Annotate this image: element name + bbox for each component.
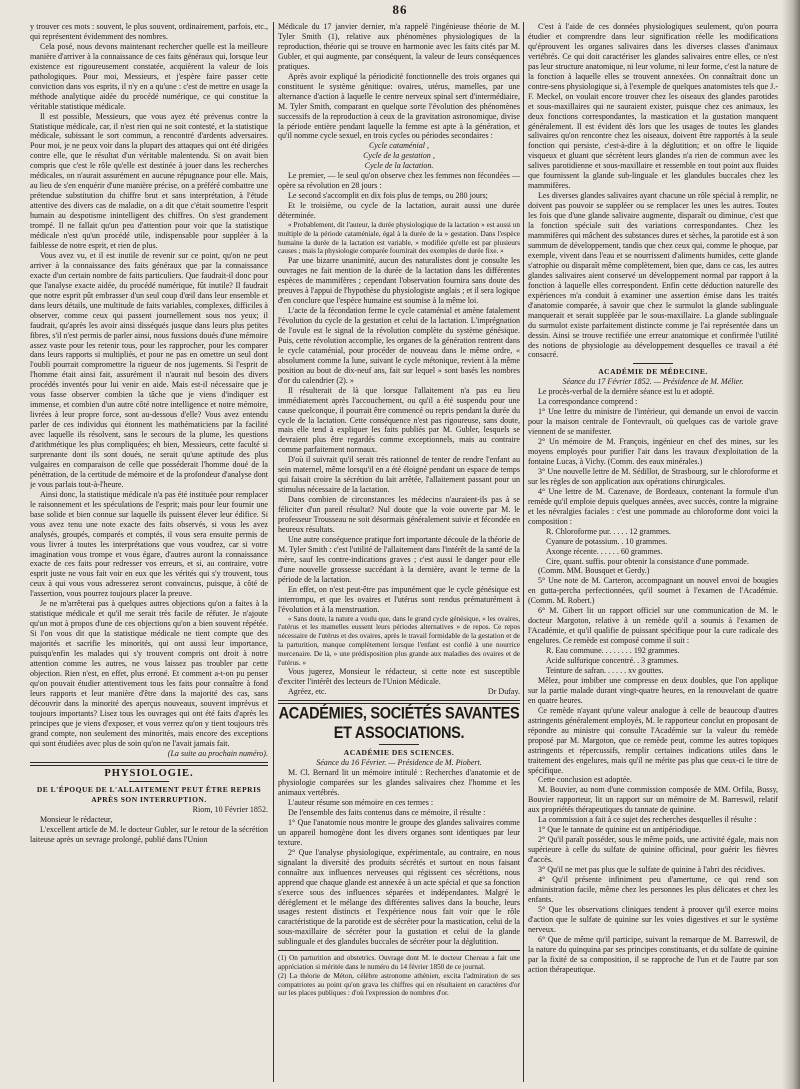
section-title-academies: ACADÉMIES, SOCIÉTÉS SAVANTES ET ASSOCIATIONS. [278,704,520,743]
recipe-line: Cyanure de potassium. . 10 grammes. [546,536,668,546]
recipe-line: Axonge récente. . . . . . 60 grammes. [546,546,663,556]
paragraph: Après avoir expliqué la périodicité fonctionnelle des trois organes qui constituent le système génitique: ovaires, utérus, mamelles, par une alternance d'action à laquelle le centre nerveux spinal sert d'intermédiaire, M. Tyler Smith, comparant en quelque sorte l'évolution des phénomènes successifs de la reproduction à ceux de la gravitation astronomique, divise la période entière pendant laquelle la femme est apte à la génération, et qu'il nomme cycle sexuel, en trois cycles ou périodes secondaires : [278,71,520,141]
recipe-line: Acide sulfurique concentré. . 3 grammes. [546,656,679,666]
paragraph: (Comm. MM. Bousquet et Gerdy.) [538,566,650,576]
paragraph: D'où il suivrait qu'il serait très rationnel de tenter de rendre l'enfant au sein maternel, même lorsqu'il en a été éloigné pendant un espace de temps qui faisait croire la sécrétion du lait arrêtée, l'allaitement passant pour un stimulus nécessaire de la lactation. [278,455,520,495]
paragraph: 1° Une lettre du ministre de l'intérieur, qui demande un envoi de vaccin pour la maison centrale de Fontevrault, où quelques cas de variole grave viennent de se manifester. [528,407,778,437]
paragraph: Il résulterait de là que lorsque l'allaitement n'a pas eu lieu immédiatement après l'accouchement, ou qu'il a été suspendu pour une cause quelconque, il pourrait être commencé ou repris pendant la durée du cycle de la lactation. Cette conséquence n'est pas rigoureuse, sans doute, mais elle tend à expliquer les faits publiés par M. Gubler, lesquels se devraient plus être regardés comme exceptionnels, mais au contraire comme parfaitement normaux. [278,385,520,455]
academy-name: ACADÉMIE DE MÉDECINE. [598,367,708,377]
paragraph: 2° Qu'il paraît posséder, sous le même poids, une activité égale, mais non supérieure à celle du sulfate de quinine officinal, pour guérir les fièvres d'accès. [528,835,778,865]
paragraph: y trouver ces mots : souvent, le plus souvent, ordinairement, parfois, etc., qui représentent évidemment des nombres. [30,22,268,41]
paragraph: Par une bizarre unanimité, aucun des naturalistes dont je consulte les ouvrages ne fait mention de la durée de la lactation dans les différentes espèces de mammifères ; cependant l'observation fournira sans doute des preuves à l'appui de l'hypothèse du physiologiste anglais ; et il sera logique d'en conclure que l'espèce humaine est soumise à la même loi. [278,256,520,306]
paragraph: L'auteur résume son mémoire en ces termes : [288,797,434,807]
column-left [30,22,268,1084]
cycle-item: Cycle cataménial , [368,141,430,151]
signoff-text: Agréez, etc. [288,687,327,697]
article-title: DE L'ÉPOQUE DE L'ALLAITEMENT PEUT ÊTRE REPRIS APRÈS SON INTERRUPTION. [36,785,262,805]
letter-date: Riom, 10 Février 1852. [192,805,268,815]
paragraph: L'acte de la fécondation ferme le cycle cataménial et amène fatalement l'évolution du cycle de la gestation et celui de la lactation. L'imprégnation de l'ovule est le signal de la révolution complète du système génésique. Puis, cette révolution accomplie, les organes de la génération rentrent dans le cycle cataménial, pour procéder de nouveau dans le même ordre, « absolument comme la lune, suivant le cycle métonique, revient à la même position au bout de dix-neuf ans, fait sur lequel » sont basés les nombres d'or du calendrier (2). » [278,306,520,385]
section-title-physiology: PHYSIOLOGIE. [104,767,194,779]
paragraph: Cette conclusion est adoptée. [538,775,632,785]
academy-name: ACADÉMIE DES SCIENCES. [343,748,455,758]
paragraph: 5° Une note de M. Carteron, accompagnant un nouvel envoi de bougies en gutta-percha perfectionnées, qu'il soumet à l'examen de l'Académie. (Comm. M. Robert.) [528,576,778,606]
paragraph: Dans combien de circonstances les médecins n'auraient-ils pas à se féliciter d'un pareil résultat? Nul doute que la voie ouverte par M. le professeur Trousseau ne soit désormais généralement suivie et fécondée en heureux résultats. [278,495,520,534]
paragraph: 1° Que le tannate de quinine est un antipériodique. [538,825,701,835]
paragraph: 2° Un mémoire de M. François, ingénieur en chef des mines, sur les moyens employés pour purifier l'air dans les travaux d'exploitation de la fontaine Lucas, à Vichy. (Comm. des eaux minérales.) [528,437,778,466]
paragraph: M. Bouvier, au nom d'une commission composée de MM. Orfila, Bussy, Bouvier rapporteur, lit un rapport sur un mémoire de M. Barreswil, relatif aux propriétés thérapeutiques du tannate de quinine. [528,785,778,815]
paragraph: Le second s'accomplit en dix fois plus de temps, ou 280 jours; [288,191,488,201]
footnote-divider [278,950,520,951]
paragraph: Les diverses glandes salivaires ayant chacune un rôle spécial à remplir, ne doivent pas pouvoir se suppléer ou se remplacer les unes les autres. Toutes les fois que d'une glande salivaire augmente, disparaît ou diminue, c'est que la fonction spéciale suit des variations correspondantes. Chez les mammifères qui mâchent des substances dures et sèches, la parotide est à son summum de développement, tandis que chez ceux qui, comme le phoque, par exemple, vivent dans l'eau et se nourrissent d'aliments humides, cette glande s'atrophie ou disparaît même complètement, bien que, dans ce cas, les autres glandes salivaires aient conservé un développement normal par rapport à la fonction à laquelle elles correspondent. Enfin cette déduction naturelle des expériences m'a conduit à examiner une assertion émise dans les traités d'anatomie comparée, à savoir que chez le surmulot la glande sublinguale manquerait et serait suppléée par le sous-maxillaire. La glande sublinguale du surmulot existe parfaitement distincte comme je l'ai représentée dans un dessin. Ainsi se trouve rectifiée une erreur anatomique et confirmée l'utilité des notions de physiologie au développement desquelles ce travail a été consacré. [528,191,778,360]
column-middle [278,22,520,1084]
paragraph: Vous jugerez, Monsieur le rédacteur, si cette note est susceptible d'exciter l'intérêt des lecteurs de l'Union Médicale. [278,667,520,687]
recipe-line: Cire, quant. suffis. pour obtenir la consistance d'une pommade. [546,556,749,566]
quotation: « Sans doute, la nature a voulu que, dans le grand cycle génésique, » les ovaires, l'utérus et les mamelles eussent leurs périodes alternatives » de repos. Ce repos nécessaire de l'utérus et des ovaires, après le travail formidable de la gestation et de la parturition, manque complètement lorsque l'enfant est confié à une nourrice mercenaire. De là, » une prédisposition plus grande aux maladies des ovaires et de l'utérus. » [278,614,520,667]
column-divider [273,22,274,1082]
paragraph: 6° Que de même qu'il participe, suivant la remarque de M. Barreswil, de la nature du quinquina par ses principes constituants, et du sulfate de quinine par la fixité de sa composition, il se rapproche de l'un et de l'autre par son action thérapeutique. [528,934,778,974]
continuation-note: (La suite au prochain numéro). [167,748,268,758]
paragraph: Une autre conséquence pratique fort importante découle de la théorie de M. Tyler Smith : c'est l'utilité de l'allaitement dans l'intérêt de la santé de la mère, sauf les contre-indications graves ; c'est aussi le danger pour elle d'une nouvelle grossesse succédant à la dernière, avant le terme de la période de la lactation. [278,534,520,584]
divider [633,363,673,364]
footnote: (1) On parturition and obstetrics. Ouvrage dont M. le docteur Chereau a fait une appréciation si méritée dans le numéro du 14 février 1850 de ce journal. [278,954,520,972]
paragraph: L'excellent article de M. le docteur Gubler, sur le retour de la sécrétion laiteuse après un sevrage prolongé, publié dans l'Union [30,825,268,845]
paragraph: En effet, on n'est peut-être pas impunément que le cycle génésique est interrompu, et que les ovaires et l'utérus sont rendus prématurément à l'évolution et à la menstruation. [278,584,520,614]
cycle-item: Cycle de la lactation. [364,161,434,171]
recipe-line: R. Eau commune. . . . . . . . 192 grammes. [546,646,680,656]
paragraph: C'est à l'aide de ces données physiologiques seulement, qu'on pourra étudier et comprendre dans leur signification réelle les modifications qu'éprouvent les organes salivaires dans les diverses classes d'animaux vertébrés. Ce qui doit caractériser les glandes salivaires entre elles, ce n'est pas leur structure anatomique, ni leur volume, ni leur forme, c'est la nature de la fonction à laquelle elles se trouvent annexées. On connaîtrait donc un contre-sens physiologique si, à l'exemple de quelques anatomistes tels que J.-F. Meckel, on voulait encore trouver chez les oiseaux des glandes parotides et sous-maxillaires qui ne sauraient exister, puisque chez ces animaux, les deux fonctions correspondantes, la mastication et la gustation manquent généralement. Il est évident dès lors que les usages de toutes les glandes salivaires qu'on rencontre chez les oiseaux, doivent être rapportés à la seule fonction qui persiste, c'est-à-dire à la déglutition; et on offre le liquide visqueux et gluant que sécrètent leurs glandes n'a rien de commun avec les salives parotidienne et sous-maxillaire et ressemble en tout point aux fluides que fournissent la glande sub-linguale et les glandules buccales chez les mammifères. [528,22,778,191]
page-number: 86 [392,2,408,17]
paragraph: Ce remède n'ayant qu'une valeur analogue à celle de beaucoup d'autres astringents généralement employés, M. le rapporteur conclut en proposant de répondre au ministre qui consulte l'Académie sur la valeur du remède proposé par M. Margoton, que ce remède peut, comme les autres topiques astringents et répercussifs, remplir certaines indications utiles dans le traitement des engelures, mais qu'il ne mérite pas plus que ceux-ci le titre de spécifique. [528,705,778,775]
paragraph: Le procès-verbal de la dernière séance est lu et adopté. [538,387,715,397]
paragraph: Ainsi donc, la statistique médicale n'a pas été instituée pour remplacer le raisonnement et les spéculations de l'esprit; mais pour leur fournir une base solide et bien connue sur laquelle ils puissent élever leur édifice. Si vous avez tenu une note exacte des faits observés, si vous les avez analysés, groupés, comparés et comptés, il vous sera ensuite permis de vous livrer à toutes les interprétations que vous voudrez, car si votre imagination vous trompe et vous égare, d'autres auront la connaissance exacte de ces faits pour redresser vos erreurs, et si, au contraire, votre esprit juste ne vous fait voir en eux que les vérités qui s'y trouvent, tous ceux à qui vous vous adresserez seront convaincus, puisque, à côté de l'assertion, vous pourrez toujours placer la preuve. [30,489,268,599]
paragraph: Cela posé, nous devons maintenant rechercher quelle est la meilleure manière d'arriver à la connaissance de ces faits généraux qui, lorsque leur existence est rigoureusement constatée, acquièrent la valeur de lois pathologiques. Pour moi, Messieurs, et j'espère faire passer cette conviction dans vos esprits, il n'y en a qu'une : c'est de mettre en usage la méthode analytique aidée du procédé numérique, ce qui constitue la véritable statistique médicale. [30,41,268,111]
paragraph: 1° Que l'anatomie nous montre le groupe des glandes salivaires comme un appareil homogène dont les divers organes sont identiques par leur texture. [278,817,520,847]
paragraph: 4° Qu'il présente infiniment peu d'amertume, ce qui rend son administration facile, même chez les personnes les plus délicates et chez les enfants. [528,875,778,904]
divider [129,781,169,782]
paragraph: 5° Que les observations cliniques tendent à prouver qu'il exerce moins d'action que le sulfate de quinine sur les voies digestives et sur le système nerveux. [528,904,778,934]
quotation: « Probablement, dit l'auteur, la durée physiologique de la lactation » est aussi un multiple de la période cataméniale, égal à la durée de la » gestation. Dans l'espèce humaine la durée de la lactation est variable, » modifiée qu'elle est par plusieurs causes ; mais la physiologie comparée fournirait des exemples de durée fixe. » [278,221,520,256]
paragraph: 3° Une nouvelle lettre de M. Sédillot, de Strasbourg, sur le chloroforme et sur les règles de son application aux opérations chirurgicales. [528,466,778,486]
paragraph: Il est possible, Messieurs, que vous ayez été prévenus contre la Statistique médicale, car, il n'est rien qui ne soit contesté, et la statistique médicale, subissant le sort commun, a rencontré d'ardents adversaires. Pour moi, je ne peux voir dans la plupart des attaques qui ont été dirigées contre elle, que le résultat d'un véritable malentendu. Si on avait bien compris que c'est le rôle qu'elle est destinée à jouer dans les recherches médicales, on n'aurait assurément en aucune répugnance pour elle. Mais, au lieu de s'en enquérir d'une manière précise, on a préféré combattre une prétendue substitution du chiffre brut et sans interprétation, à l'étude attentive des divers cas de maladie, on a dit que c'était soumettre l'esprit humain au despotisme inintelligent des chiffres. On s'est grandement trompé. Il ne fallait qu'un peu d'attention pour voir que la statistique médicale n'est qu'un procédé utile, indispensable pour suppléer à la faiblesse de notre esprit, et rien de plus. [30,111,268,250]
paragraph: M. Cl. Bernard lit un mémoire intitulé : Recherches d'anatomie et de physiologie comparées sur les glandes salivaires chez l'homme et les animaux vertébrés. [278,768,520,798]
paragraph: Je ne m'arrêterai pas à quelques autres objections qu'on a faites à la statistique médicale et qu'il me serait très facile de réfuter. Je n'ajoute qu'un mot à propos d'une de ces objections qu'on a bien souvent répétée. Si l'on vous dit que la statistique médicale ne tient compte que des majorités et sacrifie les minorités, qui ont aussi leur importance, puisqu'enfin les malades qui s'y trouvent compris ont droit à notre attention comme les autres, ne vous laissez pas troubler par cette objection. Rien n'est, en effet, plus erroné. Et comment a-t-on pu penser qu'on pouvait étudier attentivement tous les faits pour connaître à fond leurs rapports et leur manière d'être dans la majorité des cas, sans découvrir dans la minorité des aperçus nouveaux, souvent imprévus et toujours importants? Lisez tous les ouvrages qui ont été faits d'après les principes que je viens d'exposer, et vous verrez qu'on y tient toujours très grand compte, non seulement des minorités, mais encore des exceptions qui sont étudiées avec plus de soin qu'on ne l'avait jamais fait. [30,599,268,748]
divider [379,744,419,745]
page-fold-shadow [782,0,800,1089]
column-right [528,22,778,1084]
paragraph: 2° Que l'analyse physiologique, expérimentale, au contraire, en nous signalant la diversité des produits sécrétés et surtout en nous faisant connaître aux influences nerveuses qui régissent ces sécrétions, nous apprend que chaque glande est annexée à un acte spécial et que sa fonction s'exerce sous des influences séparées et indépendantes. Malgré le dérèglement et le mélange des différentes salives dans la bouche, leurs usages restent distincts et l'expérience nous fait voir que le rôle caractéristique de la parotide est de sécréter pour la mastication, celui de la sous-maxillaire de sécréter pour la gustation et celui de la glande sublinguale et des glandules buccales de sécréter pour la déglutition. [278,847,520,947]
footnote: (2) La théorie de Méton, célèbre astronome athénien, excita l'admiration de ses compatriotes au point qu'on grava les chiffres qui en résultaient en caractères d'or sur les places publiques : d'où l'expression de nombres d'or. [278,971,520,998]
paragraph: La correspondance comprend : [538,397,638,407]
paragraph: 6° M. Gibert lit un rapport officiel sur une communication de M. le docteur Margoton, relative à un remède qu'il a soumis à l'examen de l'Académie, et qu'il qualifie de puissant spécifique pour la cure radicale des engelures. Ce remède est composé comme il suit : [528,606,778,646]
paragraph: Mêlez, pour imbiber une compresse en deux doubles, que l'on applique sur la partie malade durant vingt-quatre heures, en la renouvelant de quatre en quatre heures. [528,675,778,705]
paragraph: Le premier, — le seul qu'on observe chez les femmes non fécondées — opère sa révolution en 28 jours : [278,171,520,191]
recipe-line: Teinture de safran. . . . . . xv gouttes. [546,666,664,675]
paragraph: Vous avez vu, et il est inutile de revenir sur ce point, qu'on ne peut arriver à la connaissance des faits généraux que par la connaissance exacte d'un certain nombre de faits particuliers. Que faudrait-il donc pour que l'analyse exacte aidée, du procédé numérique, fût inutile? Il faudrait que notre esprit pût embrasser d'un seul coup d'œil dans leur ensemble et dans leurs détails, une multitude de faits variables, complexes, difficiles à observer, comme ceux qui passent journellement sous nos yeux; il faudrait, qu'après les avoir ainsi disséqués jusque dans leurs plus petites fibres, s'il n'est permis de parler ainsi, nous fussions doués d'une mémoire assez vaste pour les retenir tous, pour les rapprocher, pour les comparer dans leurs rapports si multipliés, et pour ne pas en omettre un seul dont l'oubli pourrait compromettre la rigueur de nos jugements. Si l'esprit de l'homme était ainsi fait, assurément il n'aurait nul besoin des divers procédés inventés pour lui venir en aide. Mais est-il nécessaire que je vous fasse observer combien la tâche que je viens d'indiquer est immense, et combien d'un autre côté notre intelligence et notre mémoire, livrées à leur propre force, sont au-dessous d'elle? Vous avez entendu parler de ces individus qui étonnent les mathématiciens par la facilité avec laquelle ils résolvent, sans le secours de la plume, les questions d'arithmétique les plus compliquées; eh bien, Messieurs, cette faculté si surprenante dont ils sont doués, ne serait qu'une aptitude des plus vulgaires en comparaison de celle que posséderait l'homme doué de la pénétration, de la certitude de mémoire et de la profondeur d'analyse dont je vous parlais tout-à-l'heure. [30,250,268,489]
paragraph: La commission a fait à ce sujet des recherches desquelles il résulte : [538,815,757,825]
paragraph: 4° Une lettre de M. Cazenave, de Bordeaux, contenant la formule d'un remède qu'il emploie depuis quelques années, avec succès, contre la migraine et les névralgies faciales : c'est une pommade au chloroforme dont voici la composition : [528,486,778,526]
paragraph: 3° Qu'il ne met pas plus que le sulfate de quinine à l'abri des récidives. [538,865,766,875]
cycle-item: Cycle de la gestation , [363,151,435,161]
letter-salutation: Monsieur le rédacteur, [40,815,113,825]
paragraph: Médicale du 17 janvier dernier, m'a rappelé l'ingénieuse théorie de M. Tyler Smith (1), relative aux phénomènes physiologiques de la reproduction, théorie qui se trouve en harmonie avec les faits cités par M. Gubler, et qui augmente, par conséquent, la valeur de leurs conséquences pratiques. [278,22,520,71]
column-divider [523,22,524,1082]
section-divider [30,762,268,766]
paragraph: De l'ensemble des faits contenus dans ce mémoire, il résulte : [288,807,486,817]
session-line: Séance du 16 Février. — Présidence de M. Piobert. [316,758,482,768]
session-line: Séance du 17 Février 1852. — Présidence de M. Mélier. [562,377,744,387]
recipe-line: R. Chloroforme pur. . . . . 12 grammes. [546,526,671,536]
signature: Dr Dufay. [487,687,520,697]
paragraph: Et le troisième, ou cycle de la lactation, aurait aussi une durée déterminée. [278,201,520,221]
letter-signoff [278,687,520,697]
